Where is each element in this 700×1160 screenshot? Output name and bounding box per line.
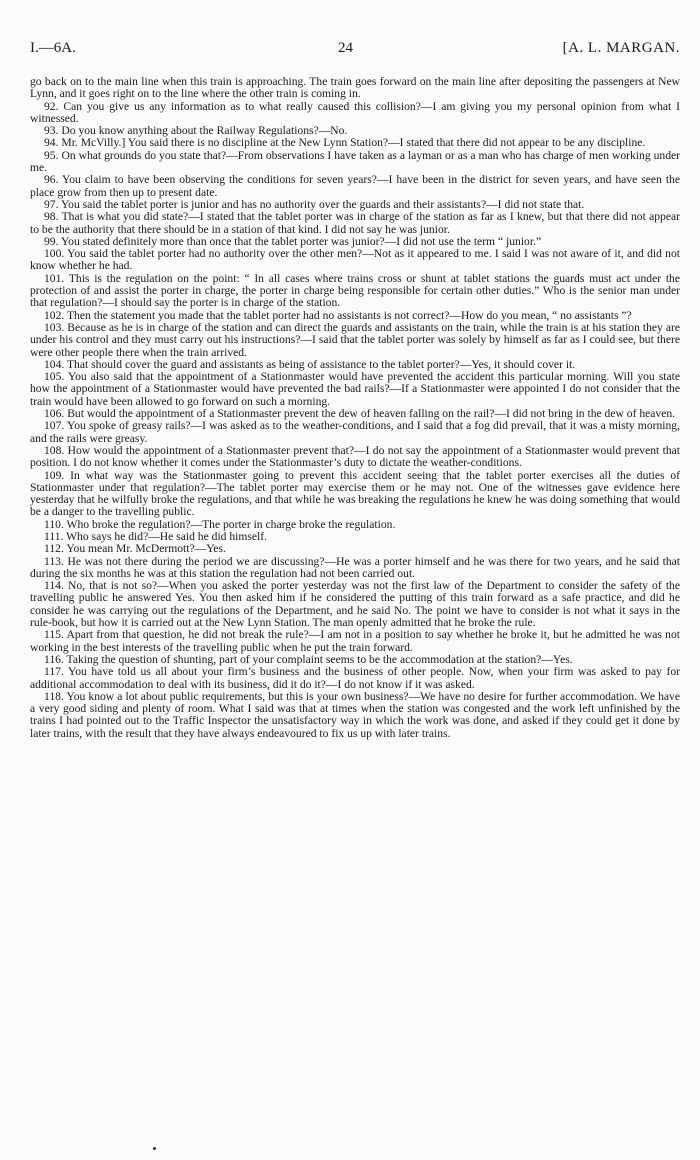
paragraph: 116. Taking the question of shunting, part of your complaint seems to be the accommodation at the station?—Yes. [44, 652, 573, 666]
paragraph: 102. Then the statement you made that the tablet porter had no assistants is not correct?—How do you mean, “ no assistants ”? [44, 308, 632, 322]
paragraph: 117. You have told us all about your firm’s business and the business of other people. Now, when your firm was asked to pay for additional accommodation to deal with its business, did it do it?—I do not know if it was asked. [30, 665, 680, 691]
paragraph: 110. Who broke the regulation?—The porter in charge broke the regulation. [44, 517, 396, 531]
paragraph: 108. How would the appointment of a Stationmaster prevent that?—I do not say the appointment of a Stationmaster would prevent that position. I do not know whether it comes under the Stationmaster’s duty to dictate the weather-conditions. [30, 443, 680, 470]
paragraph: 99. You stated definitely more than once that the tablet porter was junior?—I did not use the term “ junior.” [44, 234, 542, 248]
paragraph: 107. You spoke of greasy rails?—I was asked as to the weather-conditions, and I said that a fog did prevail, that it was a misty morning, and the rails were greasy. [30, 419, 680, 445]
paragraph: 93. Do you know anything about the Railway Regulations?—No. [44, 124, 348, 138]
paragraph: 94. Mr. McVilly.] You said there is no discipline at the New Lynn Station?—I stated that there did not appear to be any discipline. [44, 136, 646, 150]
witness-name: [A. L. MARGAN. [562, 40, 680, 56]
paragraph: 103. Because as he is in charge of the station and can direct the guards and assistants on the train, while the train is at his station they are under his control and they must carry out his instructions?—I said that the tablet porter was solely by himself as far as I could see, but there were other people there when the train arrived. [30, 320, 680, 359]
paragraph: 111. Who says he did?—He said he did himself. [44, 529, 268, 543]
paragraph: go back on to the main line when this train is approaching. The train goes forward on the main line after depositing the passengers at New Lynn, and it goes right on to the line where the other train is coming in. [30, 75, 680, 101]
page-number: 24 [338, 40, 353, 56]
paragraph: 96. You claim to have been observing the conditions for seven years?—I have been in the district for seven years, and have seen the place grow from then up to present date. [30, 173, 680, 199]
paragraph: 109. In what way was the Stationmaster going to prevent this accident seeing that the tablet porter exercises all the duties of Stationmaster under that regulation?—The tablet porter may exercise them or he may not. One of the witnesses gave evidence here yesterday that he wilfully broke the regulations, and that while he was breaking the regulations he knew he was doing something that would be a danger to the travelling public. [30, 468, 680, 519]
paragraph: 98. That is what you did state?—I stated that the tablet porter was in charge of the station as far as I knew, but that there did not appear to be the authority that there should be in a station of that kind. I did not say he was junior. [30, 210, 680, 236]
paragraph: 100. You said the tablet porter had no authority over the other men?—Not as it appeared to me. I said I was not aware of it, and did not know whether he had. [30, 247, 680, 273]
paragraph: 105. You also said that the appointment of a Stationmaster would have prevented the accident this particular morning. Will you state how the appointment of a Stationmaster would have prevented the bad rails?—If a Stationmaster were appointed I do not consider that the train would have been allowed to go forward on such a morning. [30, 370, 680, 408]
page-header [30, 40, 680, 66]
paragraph: 106. But would the appointment of a Stationmaster prevent the dew of heaven falling on the rail?—I did not bring in the dew of heaven. [44, 407, 676, 421]
paragraph: 95. On what grounds do you state that?—From observations I have taken as a layman or as a man who has charge of men working under me. [30, 148, 680, 175]
paragraph: 104. That should cover the guard and assistants as being of assistance to the tablet porter?—Yes, it should cover it. [44, 357, 576, 371]
paragraph: 112. You mean Mr. McDermott?—Yes. [44, 542, 226, 556]
paragraph: 101. This is the regulation on the point: “ In all cases where trains cross or shunt at tablet stations the guards must act under the protection of and assist the porter in charge, the porter in charge being responsible for certain other duties.” Who is the senior man under that regulation?—I should say the porter is in charge of the station. [30, 271, 680, 310]
paper-reference: I.—6A. [30, 40, 76, 56]
paragraph: 114. No, that is not so?—When you asked the porter yesterday was not the first law of the Department to consider the safety of the travelling public he answered Yes. You then asked him if he considered the putting of this train forward as a safe practice, and did he consider he was carrying out the regulations of the Department, and he said No. The point we have to consider is not what it says in the rule-book, but how it is carried out at the New Lynn Station. The man openly admitted that he broke the rule. [30, 579, 680, 630]
paragraph: 97. You said the tablet porter is junior and has no authority over the guards and their assistants?—I did not state that. [44, 197, 585, 211]
print-speck [153, 1147, 156, 1150]
paragraph: 118. You know a lot about public requirements, but this is your own business?—We have no desire for further accommodation. We have a very good siding and plenty of room. What I said was that at times when the station was congested and the work left unfinished by the trains I had pointed out to the Traffic Inspector the unsatisfactory way in which the work was done, and asked if they could get it done by later trains, with the result that they have always endeavoured to fix us up with later trains. [30, 689, 680, 740]
paragraph: 115. Apart from that question, he did not break the rule?—I am not in a position to say whether he broke it, but he admitted he was not working in the best interests of the travelling public when he put the train forward. [30, 628, 680, 654]
paragraph: 92. Can you give us any information as to what really caused this collision?—I am giving you my personal opinion from what I witnessed. [30, 99, 680, 125]
document-body [30, 76, 680, 740]
document-page [30, 0, 680, 1160]
paragraph: 113. He was not there during the period we are discussing?—He was a porter himself and he was there for two years, and he said that during the six months he was at this station the regulation had not been carried out. [30, 554, 680, 580]
